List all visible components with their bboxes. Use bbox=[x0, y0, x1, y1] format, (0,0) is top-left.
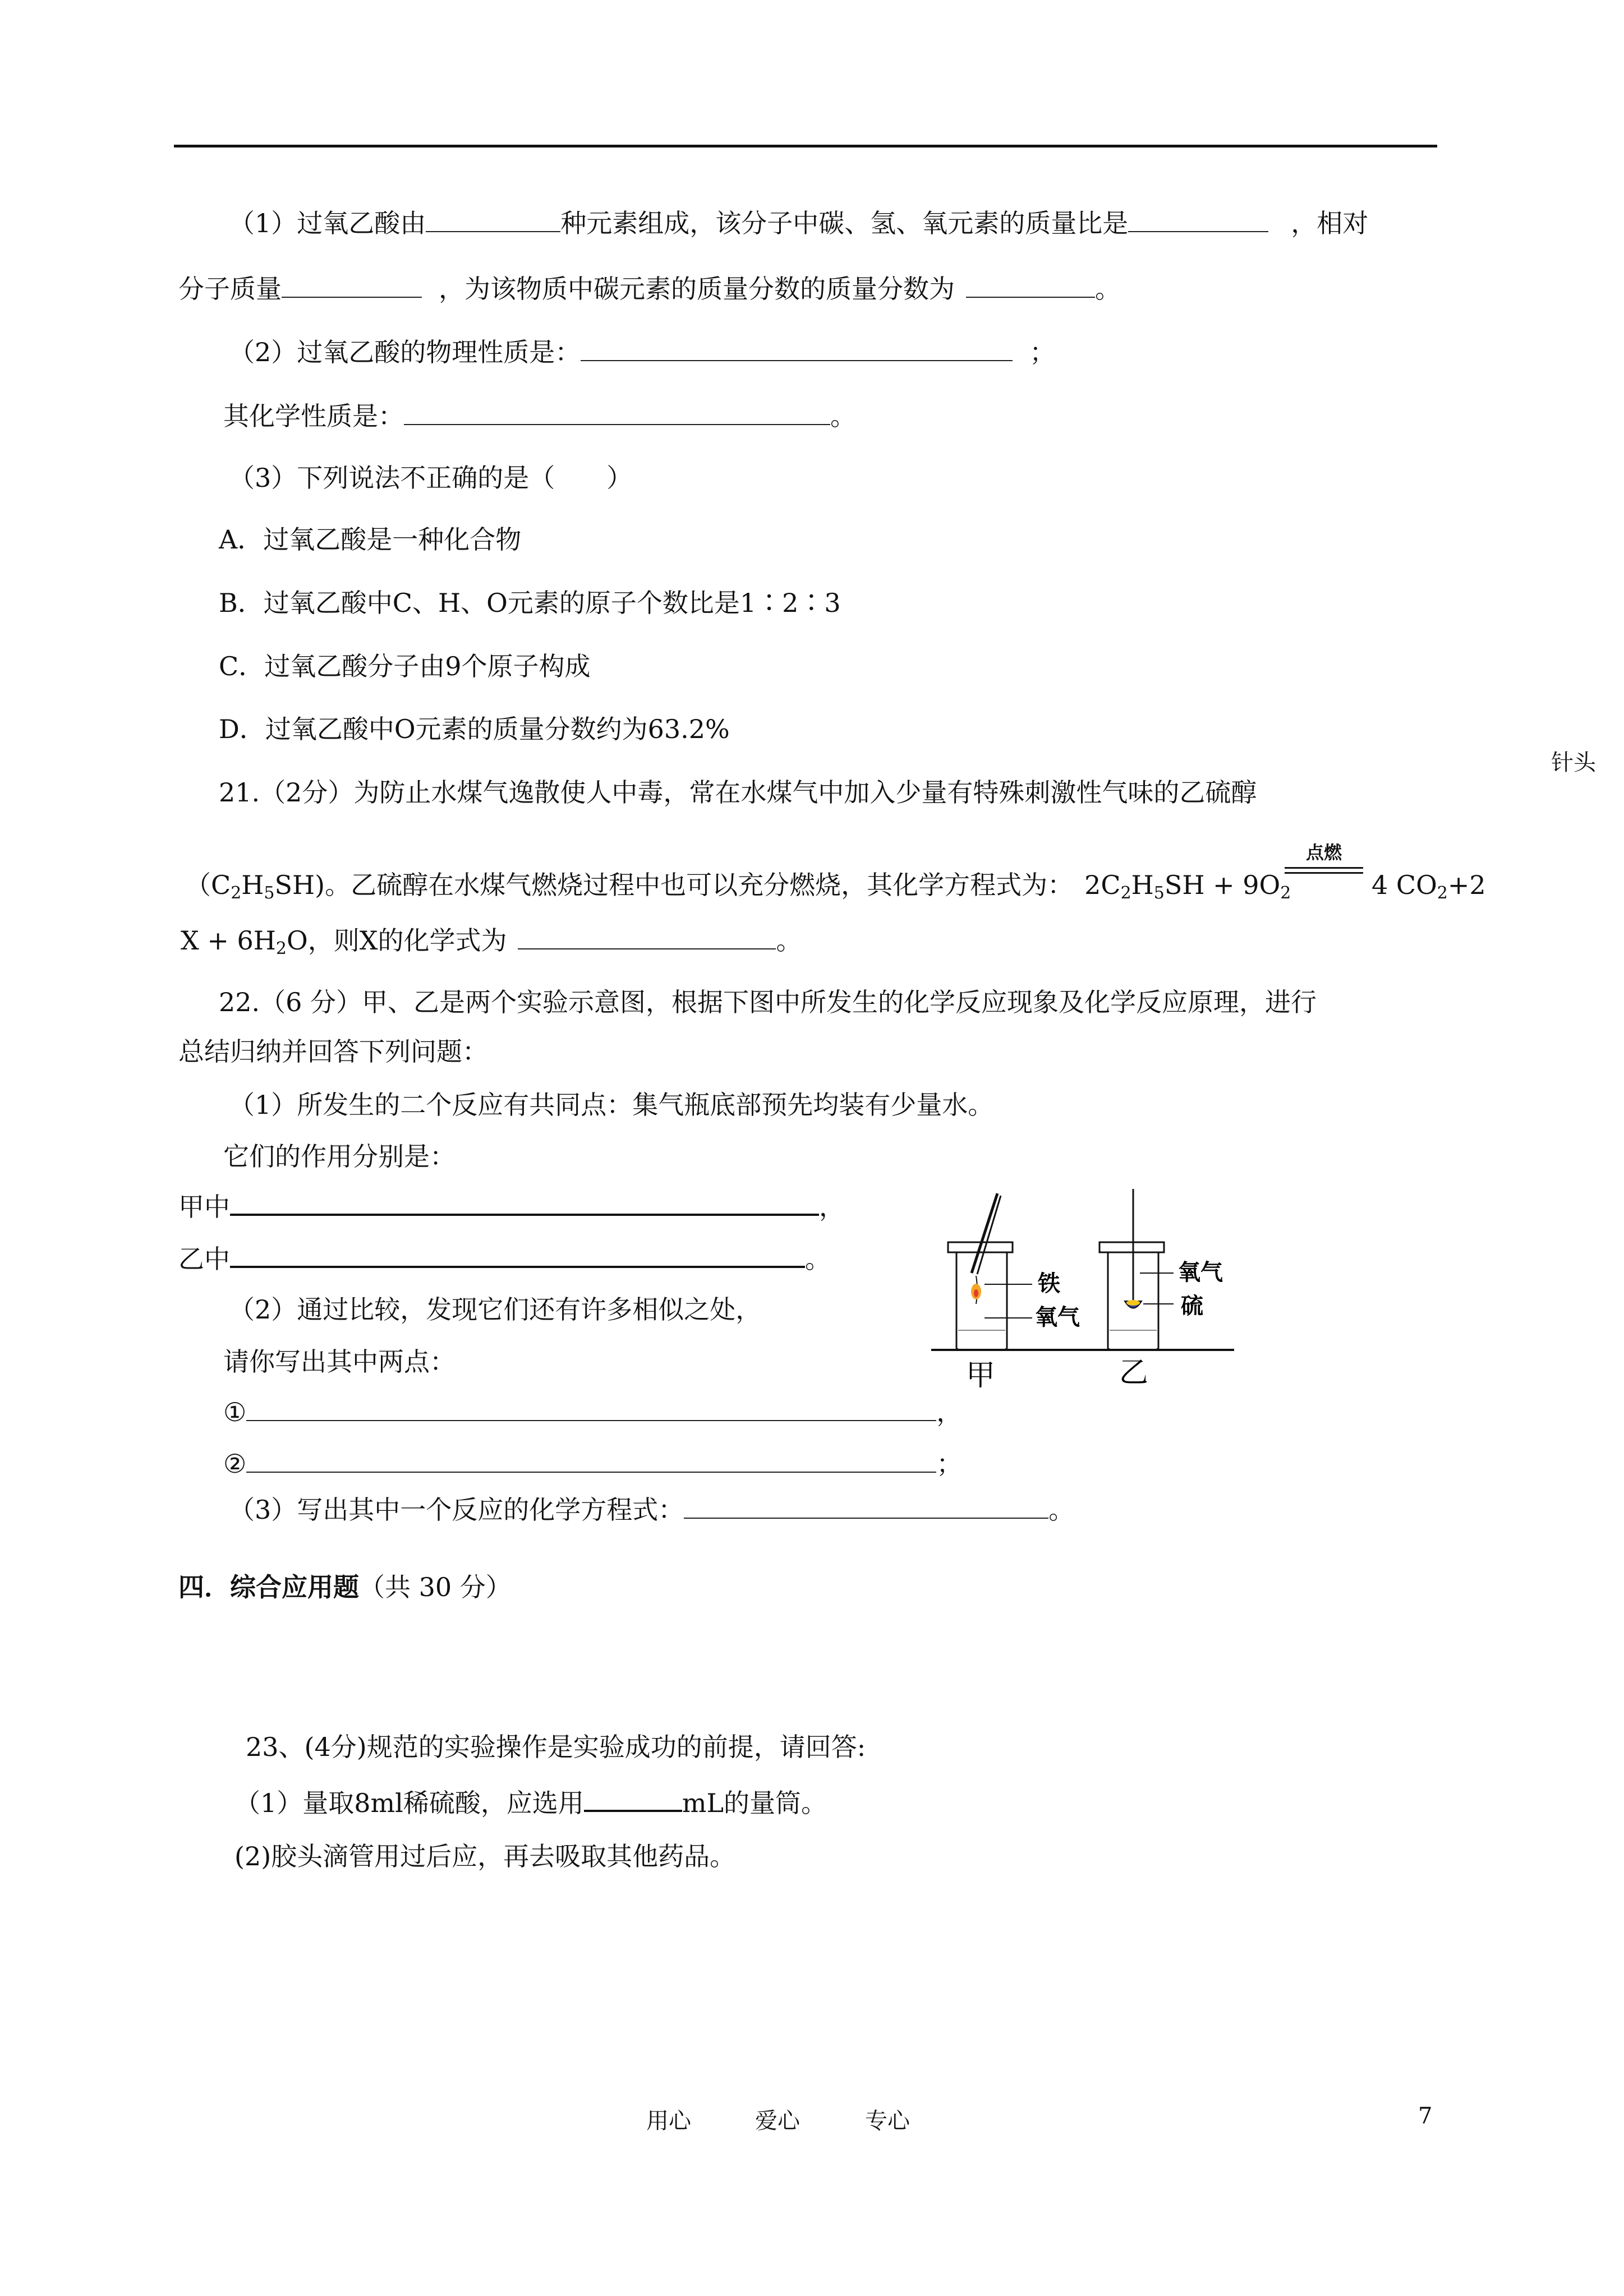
q20-p1-text-b: 种元素组成，该分子中碳、氢、氧元素的质量比是 bbox=[560, 208, 1129, 238]
q20-p2-text-a: （2）过氧乙酸的物理性质是： bbox=[229, 337, 581, 367]
q22-part2: （2）通过比较，发现它们还有许多相似之处， bbox=[229, 1294, 762, 1325]
q20-part3: （3）下列说法不正确的是（ ） bbox=[229, 463, 633, 493]
q21-text: （C bbox=[185, 870, 231, 900]
answer-blank[interactable] bbox=[426, 209, 560, 232]
label-oxygen-right: 氧气 bbox=[1178, 1260, 1223, 1285]
answer-blank[interactable] bbox=[246, 1398, 936, 1421]
q21-line2 bbox=[185, 868, 1291, 910]
side-note: 针头 bbox=[1551, 750, 1596, 776]
label-sulfur: 硫 bbox=[1181, 1293, 1203, 1319]
section4-title: 四．综合应用题 bbox=[178, 1572, 359, 1602]
answer-blank[interactable] bbox=[518, 926, 776, 949]
answer-blank[interactable] bbox=[584, 1787, 682, 1812]
q23-part2: (2)胶头滴管用过后应，再去吸取其他药品。 bbox=[234, 1841, 736, 1871]
q22-point2 bbox=[223, 1447, 962, 1481]
q22-line2: 总结归纳并回答下列问题： bbox=[178, 1036, 488, 1067]
footer-word-1: 用心 bbox=[646, 2108, 691, 2134]
section4-heading bbox=[178, 1570, 512, 1604]
q22-yi-line bbox=[178, 1242, 831, 1276]
answer-blank[interactable] bbox=[684, 1495, 1048, 1519]
q21-text: 。 bbox=[776, 925, 802, 956]
q20-p2-text-b: ； bbox=[1029, 337, 1056, 367]
q22-p3-end: 。 bbox=[1048, 1495, 1075, 1525]
q22-jia-end: ， bbox=[819, 1192, 845, 1222]
page-number: 7 bbox=[1418, 2103, 1433, 2129]
q20-part1-line1 bbox=[229, 206, 1368, 240]
q21-line1: 21.（2分）为防止水煤气逸散使人中毒，常在水煤气中加入少量有特殊刺激性气味的乙硫醇 bbox=[219, 777, 1257, 808]
header-rule bbox=[174, 145, 1437, 147]
q21-text: O，则X的化学式为 bbox=[287, 925, 507, 956]
q22-point1 bbox=[223, 1395, 962, 1429]
answer-blank[interactable] bbox=[404, 402, 830, 425]
equation-sub: 5 bbox=[1153, 883, 1165, 903]
q21-text: SH)。乙硫醇在水煤气燃烧过程中也可以充分燃烧，其化学方程式为： bbox=[274, 870, 1074, 900]
equation-condition bbox=[1285, 841, 1363, 874]
equation-bar bbox=[1285, 867, 1363, 869]
q22-line1: 22.（6 分）甲、乙是两个实验示意图，根据下图中所发生的化学反应现象及化学反应原理，进行 bbox=[219, 987, 1317, 1017]
q22-part2b: 请你写出其中两点： bbox=[223, 1347, 456, 1377]
jar-jia bbox=[948, 1193, 1032, 1350]
equation-text: 4 CO bbox=[1372, 870, 1437, 900]
section4-score: （共 30 分） bbox=[359, 1572, 512, 1602]
q20-p2-text-c: 其化学性质是： bbox=[223, 401, 404, 431]
q22-point2-marker: ② bbox=[223, 1449, 247, 1479]
q23-part1 bbox=[234, 1786, 827, 1820]
answer-blank[interactable] bbox=[230, 1191, 819, 1216]
q23-line1: 23、(4分)规范的实验操作是实验成功的前提，请回答: bbox=[246, 1732, 866, 1762]
q22-yi-label: 乙中 bbox=[178, 1244, 230, 1274]
q22-jia-label: 甲中 bbox=[178, 1192, 230, 1222]
answer-blank[interactable] bbox=[246, 1449, 936, 1473]
q22-point1-marker: ① bbox=[223, 1397, 247, 1427]
q20-option-b: B．过氧乙酸中C、H、O元素的原子个数比是1∶2∶3 bbox=[219, 588, 841, 618]
q20-p1-text-f: 。 bbox=[1095, 274, 1121, 304]
equation-bar bbox=[1285, 872, 1363, 874]
footer-word-2: 爱心 bbox=[755, 2108, 800, 2134]
equation-text: +2 bbox=[1447, 870, 1486, 900]
label-yi: 乙 bbox=[1119, 1356, 1149, 1390]
q20-part2-line2 bbox=[223, 399, 856, 433]
equation-sub: 2 bbox=[1280, 883, 1291, 903]
label-jia: 甲 bbox=[966, 1359, 996, 1393]
label-iron: 铁 bbox=[1038, 1271, 1060, 1297]
answer-blank[interactable] bbox=[230, 1243, 805, 1268]
q21-text: H bbox=[241, 870, 264, 900]
equation-text: H bbox=[1131, 870, 1154, 900]
q20-p2-text-d: 。 bbox=[830, 401, 856, 431]
q21-eq-right bbox=[1372, 868, 1486, 910]
q20-p1-text-c: ，相对 bbox=[1291, 208, 1369, 238]
q22-p3-text: （3）写出其中一个反应的化学方程式： bbox=[229, 1495, 684, 1525]
experiment-figure bbox=[931, 1189, 1245, 1396]
q20-option-a: A．过氧乙酸是一种化合物 bbox=[219, 524, 522, 555]
q22-point1-end: ， bbox=[936, 1397, 963, 1427]
q21-sub: 2 bbox=[231, 883, 242, 903]
q22-point2-end: ； bbox=[936, 1449, 963, 1479]
q20-p1-text-a: （1）过氧乙酸由 bbox=[229, 208, 426, 238]
q22-part1: （1）所发生的二个反应有共同点：集气瓶底部预先均装有少量水。 bbox=[229, 1090, 994, 1120]
q20-option-c: C．过氧乙酸分子由9个原子构成 bbox=[219, 651, 591, 681]
q20-p1-text-d: 分子质量 bbox=[178, 274, 282, 304]
q23-p1-text-b: mL的量筒。 bbox=[682, 1788, 827, 1818]
q21-sub: 5 bbox=[264, 883, 275, 903]
q20-part2-line1 bbox=[229, 335, 1055, 369]
q20-option-d: D．过氧乙酸中O元素的质量分数约为63.2% bbox=[219, 714, 730, 744]
equation-text: 2C bbox=[1084, 870, 1121, 900]
q22-jia-line bbox=[178, 1190, 845, 1224]
equation-sub: 2 bbox=[1120, 883, 1131, 903]
jar-yi bbox=[1099, 1189, 1174, 1350]
equation-text: SH + 9O bbox=[1164, 870, 1281, 900]
q23-p1-text-a: （1）量取8ml稀硫酸，应选用 bbox=[234, 1788, 584, 1818]
equation-condition-text: 点燃 bbox=[1305, 842, 1342, 863]
footer-word-3: 专心 bbox=[865, 2108, 910, 2134]
answer-blank[interactable] bbox=[282, 274, 422, 298]
q20-part1-line2 bbox=[178, 272, 1121, 306]
answer-blank[interactable] bbox=[966, 274, 1095, 298]
q21-line3 bbox=[181, 924, 802, 966]
answer-blank[interactable] bbox=[1128, 209, 1268, 232]
q21-sub: 2 bbox=[275, 939, 287, 958]
label-oxygen-left: 氧气 bbox=[1035, 1304, 1080, 1330]
equation-sub: 2 bbox=[1437, 883, 1448, 903]
q21-text: X + 6H bbox=[181, 925, 276, 956]
q22-part1b: 它们的作用分别是： bbox=[223, 1141, 456, 1172]
q22-yi-end: 。 bbox=[805, 1244, 831, 1274]
answer-blank[interactable] bbox=[581, 338, 1013, 361]
q20-p1-text-e: ，为该物质中碳元素的质量分数的质量分数为 bbox=[439, 274, 955, 304]
q22-part3 bbox=[229, 1493, 1074, 1527]
